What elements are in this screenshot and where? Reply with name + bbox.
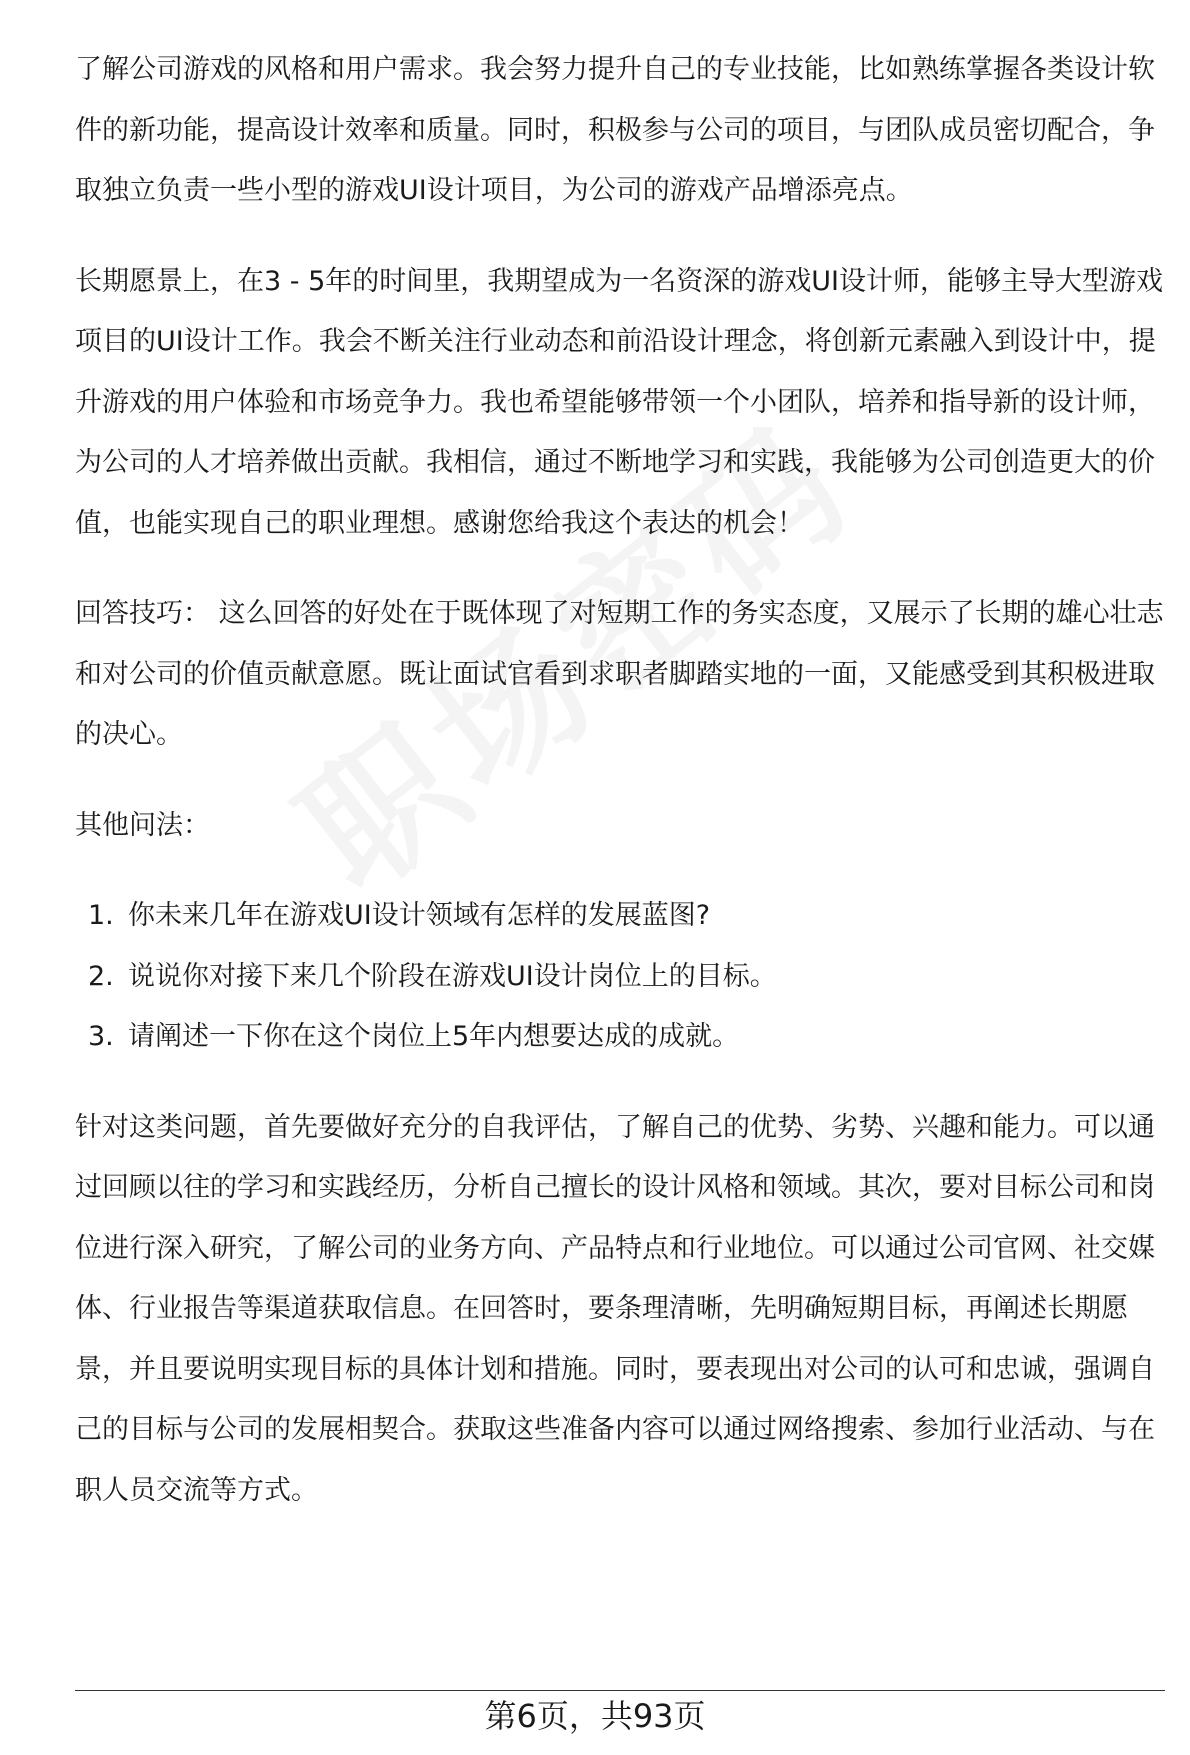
list-item-text: 说说你对接下来几个阶段在游戏UI设计岗位上的目标。	[128, 960, 777, 992]
list-item-number: 1.	[88, 900, 114, 931]
document-page	[75, 40, 1165, 1551]
list-item	[75, 947, 1165, 1008]
list-item-number: 2.	[88, 960, 114, 992]
paragraph-long-term-vision: 长期愿景上，在3 - 5年的时间里，我期望成为一名资深的游戏UI设计师，能够主导大型游戏项目的UI设计工作。我会不断关注行业动态和前沿设计理念，将创新元素融入到设计中，提升游戏的用户体验和市场竞争力。我也希望能够带领一个小团队，培养和指导新的设计师，为公司的人才培养做出贡献。我相信，通过不断地学习和实践，我能够为公司创造更大的价值，也能实现自己的职业理想。感谢您给我这个表达的机会！	[75, 265, 1163, 539]
paragraph-short-term-continuation: 了解公司游戏的风格和用户需求。我会努力提升自己的专业技能，比如熟练掌握各类设计软件的新功能，提高设计效率和质量。同时，积极参与公司的项目，与团队成员密切配合，争取独立负责一些小型的游戏UI设计项目，为公司的游戏产品增添亮点。	[75, 54, 1155, 206]
paragraph-preparation-advice: 针对这类问题，首先要做好充分的自我评估，了解自己的优势、劣势、兴趣和能力。可以通过回顾以往的学习和实践经历，分析自己擅长的设计风格和领域。其次，要对目标公司和岗位进行深入研究，了解公司的业务方向、产品特点和行业地位。可以通过公司官网、社交媒体、行业报告等渠道获取信息。在回答时，要条理清晰，先明确短期目标，再阐述长期愿景，并且要说明实现目标的具体计划和措施。同时，要表现出对公司的认可和忠诚，强调自己的目标与公司的发展相契合。获取这些准备内容可以通过网络搜索、参加行业活动、与在职人员交流等方式。	[75, 1111, 1155, 1506]
list-item-text: 请阐述一下你在这个岗位上5年内想要达成的成就。	[128, 1021, 740, 1052]
list-item-text: 你未来几年在游戏UI设计领域有怎样的发展蓝图?	[128, 900, 711, 931]
paragraph-other-phrasings-heading: 其他问法：	[75, 809, 210, 841]
paragraph-answer-tips: 回答技巧： 这么回答的好处在于既体现了对短期工作的务实态度，又展示了长期的雄心壮志和对公司的价值贡献意愿。既让面试官看到求职者脚踏实地的一面，又能感受到其积极进取的决心。	[75, 598, 1164, 750]
list-item-number: 3.	[88, 1021, 114, 1052]
footer-divider	[75, 1690, 1165, 1691]
list-item	[75, 886, 1165, 947]
list-item	[75, 1007, 1165, 1068]
page-number: 第6页，共93页	[484, 1697, 706, 1735]
other-questions-list	[75, 886, 1165, 1068]
